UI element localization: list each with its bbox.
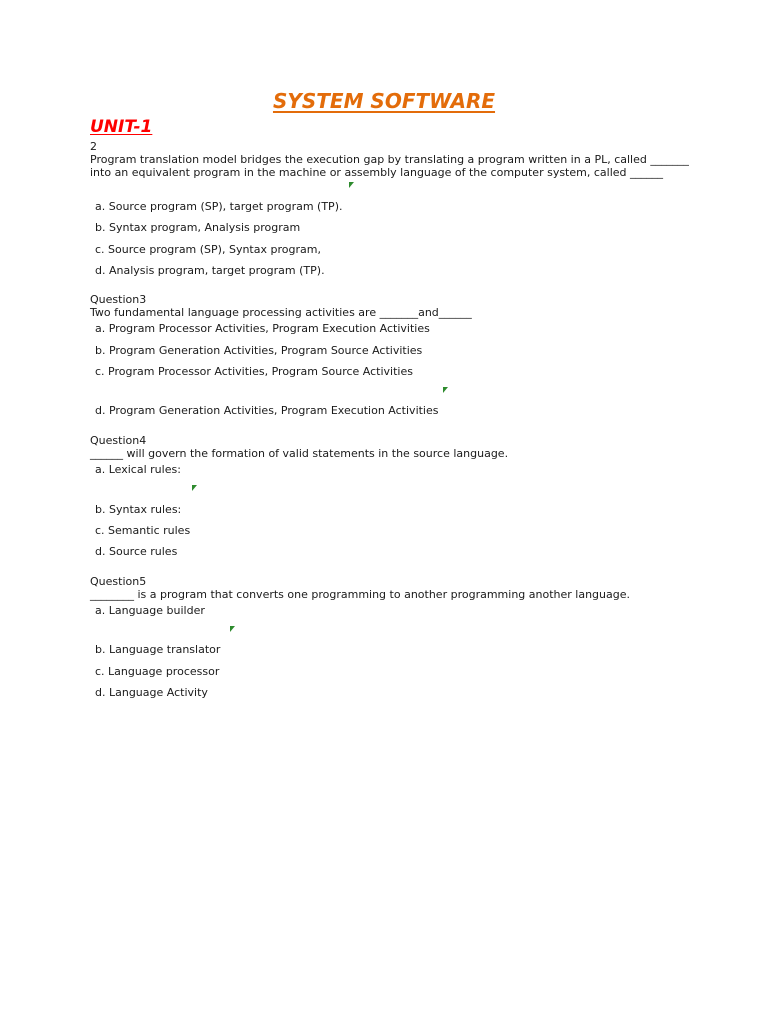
question-text: Two fundamental language processing activities are _______and______ — [90, 306, 472, 319]
question-number: Question3 — [90, 293, 147, 306]
unit-heading: UNIT-1 — [90, 117, 153, 137]
option-item[interactable]: a. Source program (SP), target program (TP). — [95, 200, 343, 213]
question-number: 2 — [90, 140, 97, 153]
option-item[interactable]: d. Source rules — [95, 545, 178, 558]
option-item[interactable]: c. Language processor — [95, 665, 220, 678]
option-item[interactable]: a. Program Processor Activities, Program Execution Activities — [95, 322, 430, 335]
option-item[interactable]: a. Language builder — [95, 604, 205, 617]
question-text: ________ is a program that converts one programming to another programming another language. — [90, 588, 630, 601]
green-corner-marker-icon — [192, 485, 197, 491]
document-title: SYSTEM SOFTWARE — [272, 89, 496, 113]
option-item[interactable]: c. Semantic rules — [95, 524, 191, 537]
question-text: ______ will govern the formation of valid statements in the source language. — [90, 447, 509, 460]
question-text: Program translation model bridges the execution gap by translating a program written in a PL, called _______ into an equivalent program in the machine or assembly language of the computer system, called ______ — [90, 153, 689, 179]
option-item[interactable]: c. Source program (SP), Syntax program, — [95, 243, 321, 256]
option-item[interactable]: d. Analysis program, target program (TP). — [95, 264, 325, 277]
green-corner-marker-icon — [230, 626, 235, 632]
option-item[interactable]: a. Lexical rules: — [95, 463, 181, 476]
question-number: Question5 — [90, 575, 147, 588]
option-item[interactable]: b. Syntax program, Analysis program — [95, 221, 301, 234]
option-item[interactable]: c. Program Processor Activities, Program Source Activities — [95, 365, 413, 378]
green-corner-marker-icon — [349, 182, 354, 188]
option-item[interactable]: b. Syntax rules: — [95, 503, 182, 516]
option-item[interactable]: b. Language translator — [95, 643, 221, 656]
option-item[interactable]: d. Program Generation Activities, Program Execution Activities — [95, 404, 439, 417]
option-item[interactable]: b. Program Generation Activities, Program Source Activities — [95, 344, 423, 357]
option-item[interactable]: d. Language Activity — [95, 686, 208, 699]
question-number: Question4 — [90, 434, 147, 447]
green-corner-marker-icon — [443, 387, 448, 393]
